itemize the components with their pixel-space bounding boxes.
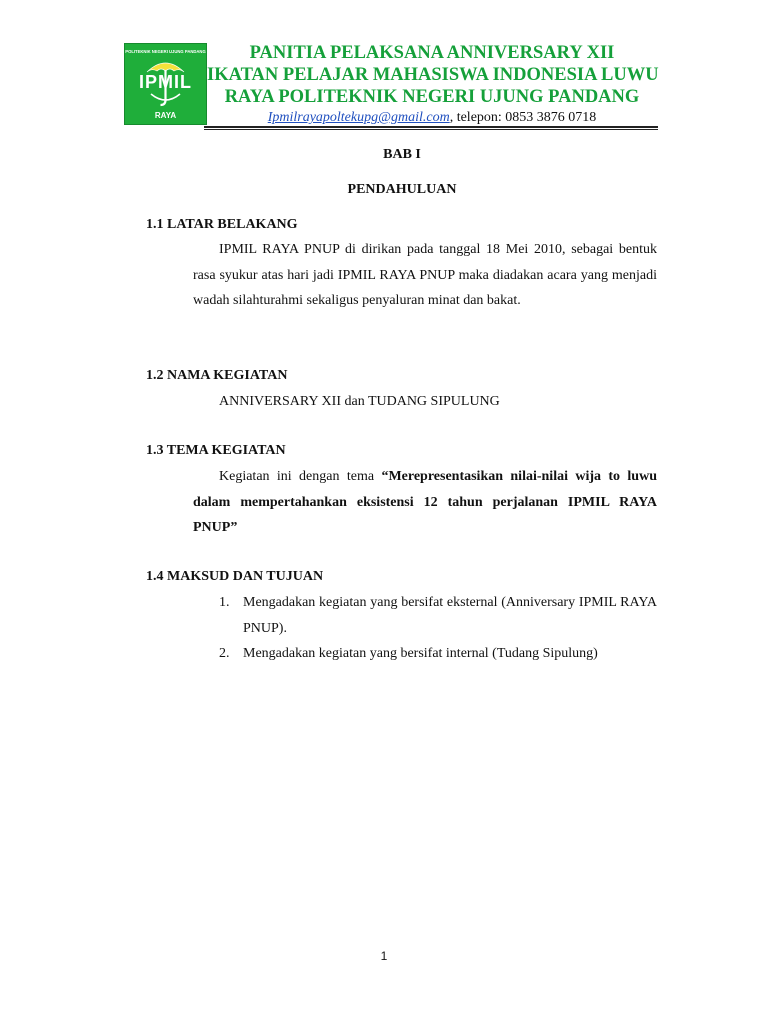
email-link[interactable]: Ipmilrayapoltekupg@gmail.com	[267, 110, 450, 125]
list-number: 1.	[219, 595, 230, 610]
organization-logo	[124, 43, 207, 125]
theme-prefix: Kegiatan ini dengan tema	[219, 469, 382, 484]
section-heading-1-1: 1.1 LATAR BELAKANG	[146, 217, 298, 232]
header-line-3: RAYA POLITEKNIK NEGERI UJUNG PANDANG	[224, 87, 640, 107]
list-text: Mengadakan kegiatan yang bersifat internal (Tudang Sipulung)	[243, 646, 598, 661]
svg-text:RAYA: RAYA	[154, 111, 177, 120]
list-number: 2.	[219, 646, 230, 661]
page-number: 1	[380, 949, 388, 963]
header-rule-thick	[204, 126, 658, 128]
section-heading-1-3: 1.3 TEMA KEGIATAN	[146, 443, 286, 458]
section-text-1-1: IPMIL RAYA PNUP di dirikan pada tanggal 18 Mei 2010, sebagai bentuk rasa syukur atas hari jadi IPMIL RAYA PNUP maka diadakan acara yang menjadi wadah silahturahmi sekaligus penyaluran minat dan bakat.	[193, 242, 657, 308]
svg-text:POLITEKNIK NEGERI UJUNG PANDAN: POLITEKNIK NEGERI UJUNG PANDANG	[125, 49, 206, 54]
section-text-1-2: ANNIVERSARY XII dan TUDANG SIPULUNG	[219, 394, 500, 409]
section-text-1-3	[193, 464, 657, 541]
header-line-1: PANITIA PELAKSANA ANNIVERSARY XII	[249, 43, 615, 63]
phone-text: , telepon: 0853 3876 0718	[449, 110, 597, 125]
section-heading-1-4: 1.4 MAKSUD DAN TUJUAN	[146, 569, 324, 584]
contact-line	[207, 109, 657, 127]
svg-text:IPMIL: IPMIL	[139, 72, 192, 92]
chapter-number: BAB I	[383, 147, 421, 162]
theme-title: “Merepresentasikan nilai-nilai wija to luwu dalam mempertahankan eksistensi 12 tahun perjalanan IPMIL RAYA PNUP”	[193, 469, 657, 535]
list-item	[219, 641, 657, 667]
list-text: Mengadakan kegiatan yang bersifat eksternal (Anniversary IPMIL RAYA PNUP).	[243, 595, 657, 636]
header-line-2: IKATAN PELAJAR MAHASISWA INDONESIA LUWU	[207, 65, 659, 85]
chapter-title: PENDAHULUAN	[347, 182, 457, 197]
list-item	[219, 590, 657, 641]
header-rule-thin	[204, 129, 658, 130]
section-heading-1-2: 1.2 NAMA KEGIATAN	[146, 368, 288, 383]
letterhead	[207, 42, 657, 127]
